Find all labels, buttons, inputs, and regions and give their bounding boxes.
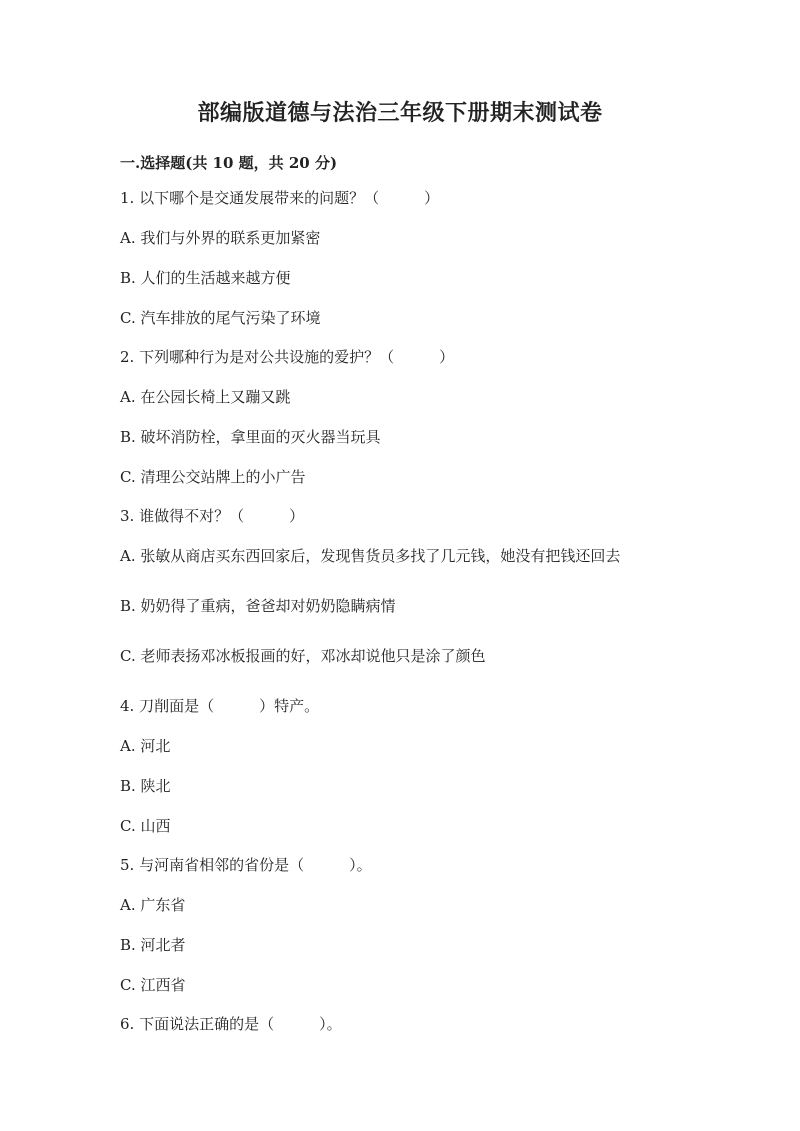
- question-stem: 1. 以下哪个是交通发展带来的问题？（ ）: [120, 189, 440, 207]
- option-item: B. 破坏消防栓，拿里面的灭火器当玩具: [120, 428, 381, 446]
- question-stem: 6. 下面说法正确的是（ ）。: [120, 1015, 342, 1033]
- option-item: B. 人们的生活越来越方便: [120, 269, 291, 287]
- option-item: A. 在公园长椅上又蹦又跳: [120, 388, 291, 406]
- option-item: A. 张敏从商店买东西回家后，发现售货员多找了几元钱，她没有把钱还回去: [120, 547, 621, 565]
- option-item: A. 广东省: [120, 896, 186, 914]
- section-heading: 一.选择题(共 10 题，共 20 分): [120, 154, 338, 172]
- option-item: C. 山西: [120, 817, 171, 835]
- question-stem: 3. 谁做得不对？（ ）: [120, 507, 305, 525]
- option-item: C. 汽车排放的尾气污染了环境: [120, 309, 321, 327]
- question-stem: 2. 下列哪种行为是对公共设施的爱护？（ ）: [120, 348, 455, 366]
- page-title: 部编版道德与法治三年级下册期末测试卷: [197, 100, 603, 126]
- option-item: A. 河北: [120, 737, 171, 755]
- question-stem: 5. 与河南省相邻的省份是（ ）。: [120, 856, 372, 874]
- option-item: B. 奶奶得了重病，爸爸却对奶奶隐瞒病情: [120, 597, 396, 615]
- question-stem: 4. 刀削面是（ ）特产。: [120, 697, 320, 715]
- option-item: C. 老师表扬邓冰板报画的好，邓冰却说他只是涂了颜色: [120, 647, 486, 665]
- option-item: C. 江西省: [120, 976, 186, 994]
- option-item: B. 陕北: [120, 777, 171, 795]
- option-item: C. 清理公交站牌上的小广告: [120, 468, 306, 486]
- option-item: A. 我们与外界的联系更加紧密: [120, 229, 321, 247]
- option-item: B. 河北者: [120, 936, 186, 954]
